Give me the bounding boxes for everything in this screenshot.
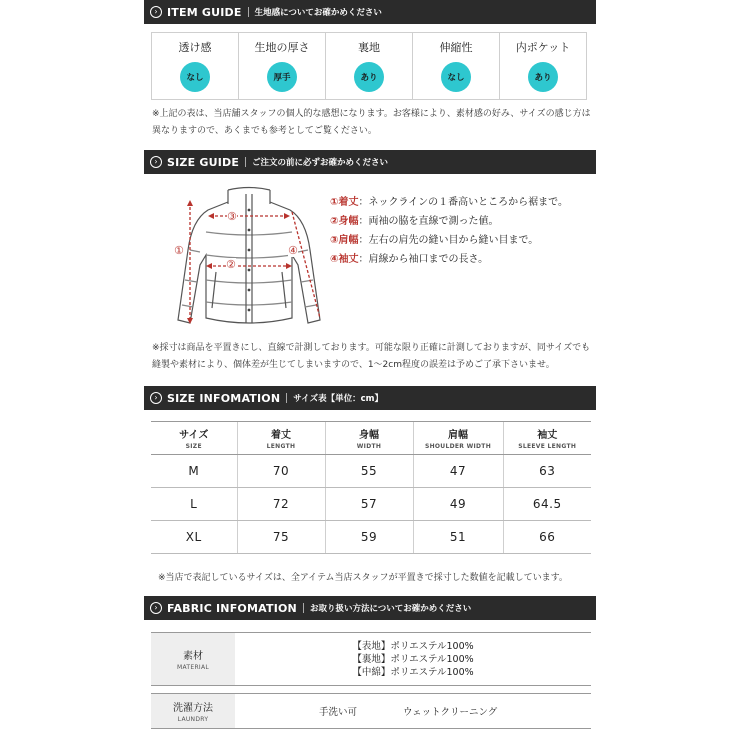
marker-width: ②: [226, 258, 236, 271]
table-row: [151, 488, 591, 521]
divider: [286, 393, 287, 403]
marker-sleeve: ④: [288, 244, 298, 257]
guide-cell-stretch: [413, 33, 500, 99]
material-label: 素材: [183, 651, 203, 662]
size-table: [151, 421, 591, 554]
cell-shoulder: 47: [413, 455, 503, 488]
fabric-info-title: FABRIC INFOMATION: [167, 601, 297, 615]
marker-length: ①: [174, 244, 184, 257]
guide-label: 透け感: [178, 41, 212, 54]
material-label-en: MATERIAL: [176, 664, 210, 671]
wet-cleaning-text: ウェットクリーニング: [403, 707, 498, 718]
cell-size: M: [151, 455, 237, 488]
item-guide-header: [144, 0, 596, 24]
legend-desc: ：ネックラインの１番高いところから裾まで。: [358, 197, 568, 208]
laundry-values: [235, 694, 591, 728]
legend-desc: ：左右の肩先の縫い目から縫い目まで。: [358, 235, 539, 246]
item-guide-subtitle: 生地感についてお確かめください: [254, 8, 382, 18]
chevron-right-icon: ›: [150, 602, 162, 614]
material-header: [151, 633, 235, 685]
material-values: [235, 633, 591, 685]
fabric-info-header: [144, 596, 596, 620]
legend-desc: ：肩線から袖口までの長さ。: [358, 254, 489, 265]
size-legend: [330, 193, 568, 269]
legend-key: ③肩幅: [330, 235, 359, 246]
guide-value-badge: なし: [441, 62, 471, 92]
size-guide-subtitle: ご注文の前に必ずお確かめください: [252, 158, 389, 168]
material-line: 【中綿】ポリエステル100%: [352, 666, 474, 678]
legend-item: [330, 212, 568, 231]
guide-value-badge: あり: [528, 62, 558, 92]
cell-sleeve: 64.5: [503, 488, 591, 521]
material-line: 【表地】ポリエステル100%: [352, 640, 474, 652]
legend-item: [330, 250, 568, 269]
legend-item: [330, 231, 568, 250]
fabric-info-subtitle: お取り扱い方法についてお確かめください: [309, 604, 472, 614]
col-width: 身幅 WIDTH: [325, 422, 413, 455]
laundry-header: [151, 694, 235, 728]
legend-desc: ：両袖の脇を直線で測った値。: [358, 216, 499, 227]
guide-value-badge: あり: [354, 62, 384, 92]
cell-sleeve: 63: [503, 455, 591, 488]
guide-cell-thickness: [239, 33, 326, 99]
item-guide-note: ※上記の表は、当店舗スタッフの個人的な感想になります。お客様により、素材感の好み、サイズの感じ方は異なりますので、あくまでも参考としてご覧ください。: [152, 109, 591, 136]
col-sleeve-length: 袖丈 SLEEVE LENGTH: [503, 422, 591, 455]
laundry-label: 洗濯方法: [173, 703, 213, 714]
cell-shoulder: 51: [413, 521, 503, 554]
hand-wash-text: 手洗い可: [319, 707, 358, 718]
size-info-header: [144, 386, 596, 410]
jacket-diagram: [160, 180, 335, 335]
cell-width: 59: [325, 521, 413, 554]
legend-key: ②身幅: [330, 216, 359, 227]
divider: [245, 157, 246, 167]
divider: [248, 7, 249, 17]
col-size: サイズ SIZE: [151, 422, 237, 455]
divider: [303, 603, 304, 613]
item-guide-grid: [151, 32, 587, 100]
table-row: [151, 521, 591, 554]
material-row: [151, 632, 591, 686]
cell-length: 70: [237, 455, 325, 488]
col-length: 着丈 LENGTH: [237, 422, 325, 455]
cell-length: 75: [237, 521, 325, 554]
cell-width: 57: [325, 488, 413, 521]
item-guide-title: ITEM GUIDE: [167, 5, 242, 19]
guide-value-badge: なし: [180, 62, 210, 92]
size-guide-note: ※採寸は商品を平置きにし、直線で計測しております。可能な限り正確に計測しておりますが、同サイズでも縫製や素材により、個体差が生じてしまいますので、1〜2cm程度の誤差は予めご了承下さいませ。: [152, 343, 591, 370]
size-info-note: ※当店で表記しているサイズは、全アイテム当店スタッフが平置きで採寸した数値を記載しています。: [158, 573, 568, 583]
laundry-row: [151, 693, 591, 729]
cell-size: L: [151, 488, 237, 521]
cell-shoulder: 49: [413, 488, 503, 521]
size-guide-header: [144, 150, 596, 174]
marker-shoulder: ③: [227, 210, 237, 223]
guide-label: 裏地: [358, 41, 380, 54]
legend-key: ④袖丈: [330, 254, 359, 265]
cell-width: 55: [325, 455, 413, 488]
legend-key: ①着丈: [330, 197, 359, 208]
table-row: [151, 455, 591, 488]
sleeve-measure-line: [292, 212, 320, 318]
guide-label: 内ポケット: [515, 41, 571, 54]
cell-size: XL: [151, 521, 237, 554]
laundry-label-en: LAUNDRY: [177, 716, 209, 723]
size-info-title: SIZE INFOMATION: [167, 391, 281, 405]
chevron-right-icon: ›: [150, 6, 162, 18]
cell-sleeve: 66: [503, 521, 591, 554]
table-header-row: [151, 422, 591, 455]
guide-cell-sheer: [152, 33, 239, 99]
cell-length: 72: [237, 488, 325, 521]
guide-label: 生地の厚さ: [254, 41, 310, 54]
chevron-right-icon: ›: [150, 392, 162, 404]
chevron-right-icon: ›: [150, 156, 162, 168]
guide-label: 伸縮性: [439, 41, 473, 54]
size-info-subtitle: サイズ表【単位：cm】: [293, 394, 383, 404]
col-shoulder-width: 肩幅 SHOULDER WIDTH: [413, 422, 503, 455]
guide-cell-lining: [326, 33, 413, 99]
guide-cell-inner-pocket: [500, 33, 586, 99]
size-guide-title: SIZE GUIDE: [167, 155, 240, 169]
legend-item: [330, 193, 568, 212]
material-line: 【裏地】ポリエステル100%: [352, 653, 474, 665]
guide-value-badge: 厚手: [267, 62, 297, 92]
